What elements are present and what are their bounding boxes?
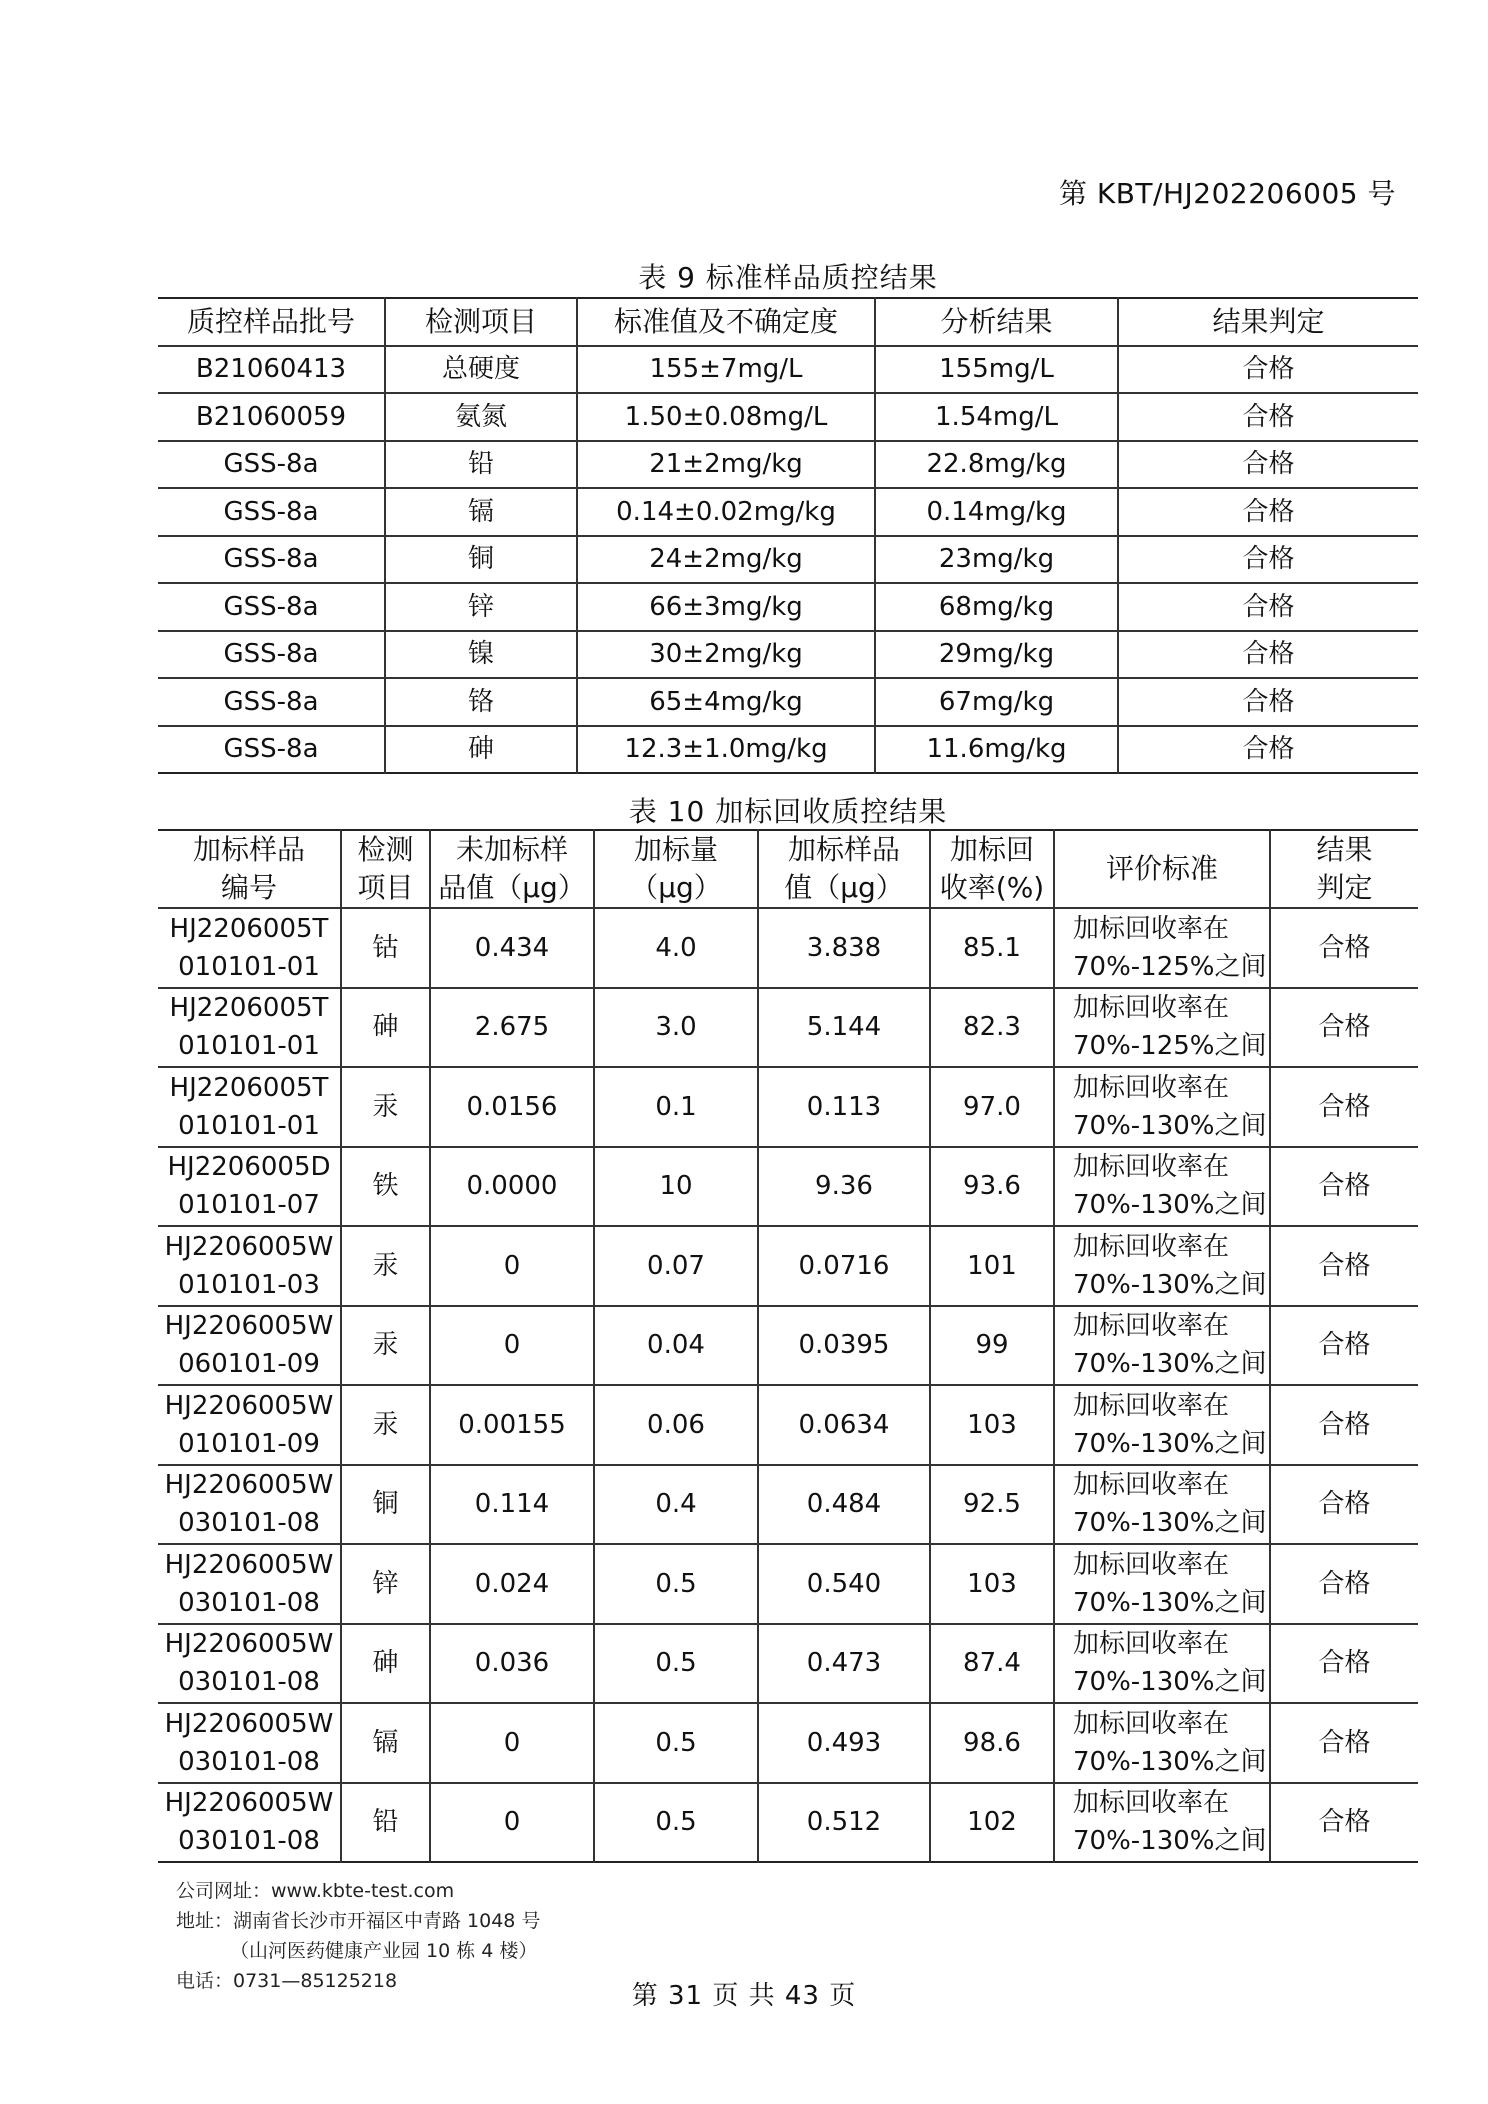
table-cell: 0.00155	[430, 1385, 594, 1465]
criteria-line: 加标回收率在	[1073, 1152, 1230, 1183]
table-cell: 103	[930, 1544, 1054, 1624]
sample-id-line: HJ2206005W	[164, 1629, 334, 1660]
table-row	[158, 1226, 1418, 1306]
report-number: 第 KBT/HJ202206005 号	[1058, 177, 1396, 210]
header-line: （μg）	[630, 871, 722, 904]
table10-header-cell	[930, 830, 1054, 908]
table-cell: B21060059	[158, 393, 385, 441]
table-cell: 12.3±1.0mg/kg	[577, 726, 875, 774]
header-line: 评价标准	[1105, 852, 1218, 885]
table-cell: 汞	[341, 1226, 430, 1306]
table-cell: 85.1	[930, 908, 1054, 988]
table-cell: 镍	[385, 631, 577, 679]
table-cell: 0.0000	[430, 1147, 594, 1227]
table-cell: 汞	[341, 1067, 430, 1147]
sample-id-line: 060101-09	[178, 1349, 320, 1380]
sample-id-cell	[158, 908, 341, 988]
table10-header-cell	[594, 830, 758, 908]
sample-id-line: 010101-01	[178, 1110, 320, 1141]
table-row	[158, 1067, 1418, 1147]
table-row	[158, 1544, 1418, 1624]
header-line: 加标回	[949, 833, 1034, 866]
table-cell: 镉	[385, 488, 577, 536]
criteria-line: 加标回收率在	[1073, 1231, 1230, 1262]
table-row	[158, 726, 1418, 774]
table-cell: GSS-8a	[158, 441, 385, 489]
header-line: 加标样品	[192, 833, 305, 866]
result-cell: 合格	[1270, 988, 1418, 1068]
table-cell: 102	[930, 1783, 1054, 1863]
table-cell: 砷	[341, 1624, 430, 1704]
table-row	[158, 1703, 1418, 1783]
criteria-cell	[1054, 908, 1270, 988]
table-cell: 0.0395	[758, 1306, 930, 1386]
table-cell: 0	[430, 1703, 594, 1783]
table-cell: 11.6mg/kg	[875, 726, 1118, 774]
table-row	[158, 583, 1418, 631]
result-cell: 合格	[1270, 1226, 1418, 1306]
table-cell: 155±7mg/L	[577, 346, 875, 394]
table-cell: 汞	[341, 1385, 430, 1465]
table-cell: 0.540	[758, 1544, 930, 1624]
table-cell: 97.0	[930, 1067, 1054, 1147]
sample-id-cell	[158, 1385, 341, 1465]
table-cell: 合格	[1118, 488, 1418, 536]
table-cell: 锌	[341, 1544, 430, 1624]
result-cell: 合格	[1270, 1465, 1418, 1545]
table10-header-cell	[430, 830, 594, 908]
table9-header-cell: 结果判定	[1118, 298, 1418, 346]
table10-header-cell	[758, 830, 930, 908]
sample-id-line: HJ2206005W	[164, 1788, 334, 1819]
table-cell: 0.5	[594, 1624, 758, 1704]
table-cell: B21060413	[158, 346, 385, 394]
table-cell: 铜	[341, 1465, 430, 1545]
table-cell: 铅	[341, 1783, 430, 1863]
table-cell: 4.0	[594, 908, 758, 988]
criteria-cell	[1054, 1067, 1270, 1147]
sample-id-line: HJ2206005W	[164, 1311, 334, 1342]
criteria-line: 70%-130%之间	[1073, 1190, 1267, 1221]
table-cell: GSS-8a	[158, 536, 385, 584]
sample-id-line: HJ2206005W	[164, 1470, 334, 1501]
header-line: 结果	[1316, 833, 1373, 866]
table-cell: 2.675	[430, 988, 594, 1068]
sample-id-line: 010101-01	[178, 951, 320, 982]
header-line: 收率(%)	[939, 871, 1045, 904]
criteria-cell	[1054, 1385, 1270, 1465]
criteria-line: 70%-130%之间	[1073, 1587, 1267, 1618]
table-cell: 0	[430, 1306, 594, 1386]
criteria-line: 加标回收率在	[1073, 1311, 1230, 1342]
criteria-line: 70%-130%之间	[1073, 1349, 1267, 1380]
sample-id-cell	[158, 1067, 341, 1147]
header-line: 加标量	[633, 833, 718, 866]
criteria-line: 加标回收率在	[1073, 1549, 1230, 1580]
criteria-line: 加标回收率在	[1073, 1072, 1230, 1103]
table-cell: 0.036	[430, 1624, 594, 1704]
sample-id-cell	[158, 1544, 341, 1624]
table-cell: 铜	[385, 536, 577, 584]
criteria-line: 70%-130%之间	[1073, 1667, 1267, 1698]
criteria-line: 70%-125%之间	[1073, 1031, 1267, 1062]
header-line: 值（μg）	[784, 871, 904, 904]
table10-header-cell	[1270, 830, 1418, 908]
table-cell: 氨氮	[385, 393, 577, 441]
table-cell: 合格	[1118, 536, 1418, 584]
table-cell: 0.0156	[430, 1067, 594, 1147]
result-cell: 合格	[1270, 1067, 1418, 1147]
criteria-cell	[1054, 1226, 1270, 1306]
result-cell: 合格	[1270, 1147, 1418, 1227]
criteria-cell	[1054, 988, 1270, 1068]
header-line: 加标样品	[787, 833, 900, 866]
table-row	[158, 631, 1418, 679]
result-cell: 合格	[1270, 1783, 1418, 1863]
table-cell: 0.06	[594, 1385, 758, 1465]
criteria-line: 70%-130%之间	[1073, 1746, 1267, 1777]
result-cell: 合格	[1270, 1624, 1418, 1704]
header-line: 项目	[357, 871, 414, 904]
table-cell: 93.6	[930, 1147, 1054, 1227]
table-cell: 合格	[1118, 631, 1418, 679]
table-row	[158, 988, 1418, 1068]
table-cell: 5.144	[758, 988, 930, 1068]
table9-header-cell: 分析结果	[875, 298, 1118, 346]
table-cell: 汞	[341, 1306, 430, 1386]
table-cell: 0.14mg/kg	[875, 488, 1118, 536]
table-cell: 21±2mg/kg	[577, 441, 875, 489]
table-cell: 0.5	[594, 1783, 758, 1863]
table-row	[158, 1385, 1418, 1465]
sample-id-cell	[158, 1306, 341, 1386]
footer-address-building: （山河医药健康产业园 10 栋 4 楼）	[230, 1940, 538, 1962]
table-cell: 0.484	[758, 1465, 930, 1545]
table-cell: 82.3	[930, 988, 1054, 1068]
criteria-cell	[1054, 1624, 1270, 1704]
table-cell: 1.54mg/L	[875, 393, 1118, 441]
sample-id-line: HJ2206005T	[169, 993, 329, 1024]
table-cell: 9.36	[758, 1147, 930, 1227]
criteria-line: 70%-125%之间	[1073, 951, 1267, 982]
footer-website: 公司网址：www.kbte-test.com	[176, 1880, 455, 1902]
table-cell: 0.434	[430, 908, 594, 988]
table-cell: GSS-8a	[158, 678, 385, 726]
table-row	[158, 1783, 1418, 1863]
sample-id-line: 010101-01	[178, 1031, 320, 1062]
table-cell: 0.04	[594, 1306, 758, 1386]
table-cell: 合格	[1118, 678, 1418, 726]
table-row	[158, 908, 1418, 988]
sample-id-cell	[158, 1624, 341, 1704]
table-cell: 30±2mg/kg	[577, 631, 875, 679]
criteria-line: 70%-130%之间	[1073, 1428, 1267, 1459]
table-cell: 98.6	[930, 1703, 1054, 1783]
table-cell: 合格	[1118, 393, 1418, 441]
sample-id-cell	[158, 1703, 341, 1783]
table-cell: 0.024	[430, 1544, 594, 1624]
result-cell: 合格	[1270, 908, 1418, 988]
table-cell: 合格	[1118, 441, 1418, 489]
criteria-cell	[1054, 1703, 1270, 1783]
table-cell: GSS-8a	[158, 583, 385, 631]
table-cell: 锌	[385, 583, 577, 631]
table-row	[158, 393, 1418, 441]
table-cell: GSS-8a	[158, 631, 385, 679]
result-cell: 合格	[1270, 1703, 1418, 1783]
criteria-cell	[1054, 1783, 1270, 1863]
table10-header-cell	[158, 830, 341, 908]
table-cell: 67mg/kg	[875, 678, 1118, 726]
sample-id-line: 030101-08	[178, 1508, 320, 1539]
table-cell: 29mg/kg	[875, 631, 1118, 679]
criteria-cell	[1054, 1544, 1270, 1624]
table-cell: 镉	[341, 1703, 430, 1783]
sample-id-line: HJ2206005W	[164, 1231, 334, 1262]
table-cell: 总硬度	[385, 346, 577, 394]
table9-caption: 表 9 标准样品质控结果	[638, 261, 938, 294]
sample-id-line: 010101-07	[178, 1190, 320, 1221]
table9-header-cell: 标准值及不确定度	[577, 298, 875, 346]
header-line: 品值（μg）	[438, 871, 586, 904]
sample-id-line: 030101-08	[178, 1667, 320, 1698]
criteria-line: 加标回收率在	[1073, 1708, 1230, 1739]
header-line: 检测	[357, 833, 414, 866]
sample-id-line: 030101-08	[178, 1587, 320, 1618]
header-line: 编号	[220, 871, 277, 904]
footer-address: 地址：湖南省长沙市开福区中青路 1048 号	[176, 1910, 541, 1932]
table-cell: 65±4mg/kg	[577, 678, 875, 726]
criteria-line: 加标回收率在	[1073, 1470, 1230, 1501]
table-cell: 0.114	[430, 1465, 594, 1545]
table-cell: 68mg/kg	[875, 583, 1118, 631]
table-row	[158, 1624, 1418, 1704]
table-cell: 0.473	[758, 1624, 930, 1704]
criteria-line: 70%-130%之间	[1073, 1269, 1267, 1300]
table-row	[158, 1465, 1418, 1545]
header-line: 未加标样	[455, 833, 568, 866]
table-cell: 22.8mg/kg	[875, 441, 1118, 489]
footer-phone: 电话：0731—85125218	[176, 1970, 398, 1992]
table-cell: 92.5	[930, 1465, 1054, 1545]
table10-header-cell	[1054, 830, 1270, 908]
table9-header-cell: 质控样品批号	[186, 304, 355, 338]
table10-header-cell	[341, 830, 430, 908]
sample-id-line: HJ2206005W	[164, 1708, 334, 1739]
table-cell: 0.0716	[758, 1226, 930, 1306]
table-cell: 合格	[1118, 583, 1418, 631]
criteria-line: 加标回收率在	[1073, 993, 1230, 1024]
table9-header-row	[158, 298, 1418, 346]
table-row	[158, 346, 1418, 394]
sample-id-cell	[158, 1783, 341, 1863]
sample-id-line: HJ2206005W	[164, 1390, 334, 1421]
table-cell: 0.0634	[758, 1385, 930, 1465]
sample-id-cell	[158, 988, 341, 1068]
table-cell: 砷	[385, 726, 577, 774]
table-cell: 0	[430, 1226, 594, 1306]
table-cell: 99	[930, 1306, 1054, 1386]
criteria-line: 加标回收率在	[1073, 1629, 1230, 1660]
table-cell: 103	[930, 1385, 1054, 1465]
result-cell: 合格	[1270, 1544, 1418, 1624]
table-row	[158, 536, 1418, 584]
result-cell: 合格	[1270, 1306, 1418, 1386]
table10-header-row	[158, 830, 1418, 908]
sample-id-line: HJ2206005D	[167, 1152, 331, 1183]
table-cell: 101	[930, 1226, 1054, 1306]
sample-id-cell	[158, 1147, 341, 1227]
sample-id-line: 030101-08	[178, 1746, 320, 1777]
table-row	[158, 441, 1418, 489]
criteria-line: 加标回收率在	[1073, 1390, 1230, 1421]
table-cell: 24±2mg/kg	[577, 536, 875, 584]
table-cell: GSS-8a	[158, 488, 385, 536]
sample-id-line: 030101-08	[178, 1826, 320, 1857]
table-row	[158, 678, 1418, 726]
table-cell: 3.0	[594, 988, 758, 1068]
criteria-line: 加标回收率在	[1073, 1788, 1230, 1819]
table-cell: 23mg/kg	[875, 536, 1118, 584]
criteria-line: 70%-130%之间	[1073, 1826, 1267, 1857]
table-cell: 0	[430, 1783, 594, 1863]
table-row	[158, 1147, 1418, 1227]
sample-id-line: 010101-09	[178, 1428, 320, 1459]
table-cell: 0.113	[758, 1067, 930, 1147]
table-cell: 1.50±0.08mg/L	[577, 393, 875, 441]
table-cell: 合格	[1118, 346, 1418, 394]
table-cell: 10	[594, 1147, 758, 1227]
table9-header-cell: 检测项目	[385, 298, 577, 346]
criteria-cell	[1054, 1147, 1270, 1227]
table-cell: 0.14±0.02mg/kg	[577, 488, 875, 536]
sample-id-cell	[158, 1226, 341, 1306]
table-cell: 0.512	[758, 1783, 930, 1863]
criteria-cell	[1054, 1306, 1270, 1386]
table-cell: 0.5	[594, 1703, 758, 1783]
table-cell: 155mg/L	[875, 346, 1118, 394]
table-cell: 66±3mg/kg	[577, 583, 875, 631]
table-cell: 0.07	[594, 1226, 758, 1306]
table-cell: GSS-8a	[158, 726, 385, 774]
table-cell: 铬	[385, 678, 577, 726]
table-cell: 0.4	[594, 1465, 758, 1545]
standard-sample-qc-table	[158, 297, 1418, 774]
table-row	[158, 488, 1418, 536]
table-cell: 0.493	[758, 1703, 930, 1783]
table-cell: 铁	[341, 1147, 430, 1227]
criteria-line: 70%-130%之间	[1073, 1110, 1267, 1141]
header-line: 判定	[1316, 871, 1373, 904]
table-cell: 铅	[385, 441, 577, 489]
sample-id-line: HJ2206005W	[164, 1549, 334, 1580]
table-cell: 砷	[341, 988, 430, 1068]
table-cell: 合格	[1118, 726, 1418, 774]
spike-recovery-qc-table	[158, 829, 1418, 1863]
criteria-line: 加标回收率在	[1073, 913, 1230, 944]
sample-id-line: 010101-03	[178, 1269, 320, 1300]
table-cell: 3.838	[758, 908, 930, 988]
sample-id-line: HJ2206005T	[169, 913, 329, 944]
table-row	[158, 1306, 1418, 1386]
table-cell: 87.4	[930, 1624, 1054, 1704]
table-cell: 钴	[341, 908, 430, 988]
sample-id-line: HJ2206005T	[169, 1072, 329, 1103]
result-cell: 合格	[1270, 1385, 1418, 1465]
sample-id-cell	[158, 1465, 341, 1545]
table-cell: 0.1	[594, 1067, 758, 1147]
table-cell: 0.5	[594, 1544, 758, 1624]
criteria-line: 70%-130%之间	[1073, 1508, 1267, 1539]
page-number: 第 31 页 共 43 页	[631, 1981, 857, 2011]
criteria-cell	[1054, 1465, 1270, 1545]
table10-caption: 表 10 加标回收质控结果	[628, 795, 948, 828]
